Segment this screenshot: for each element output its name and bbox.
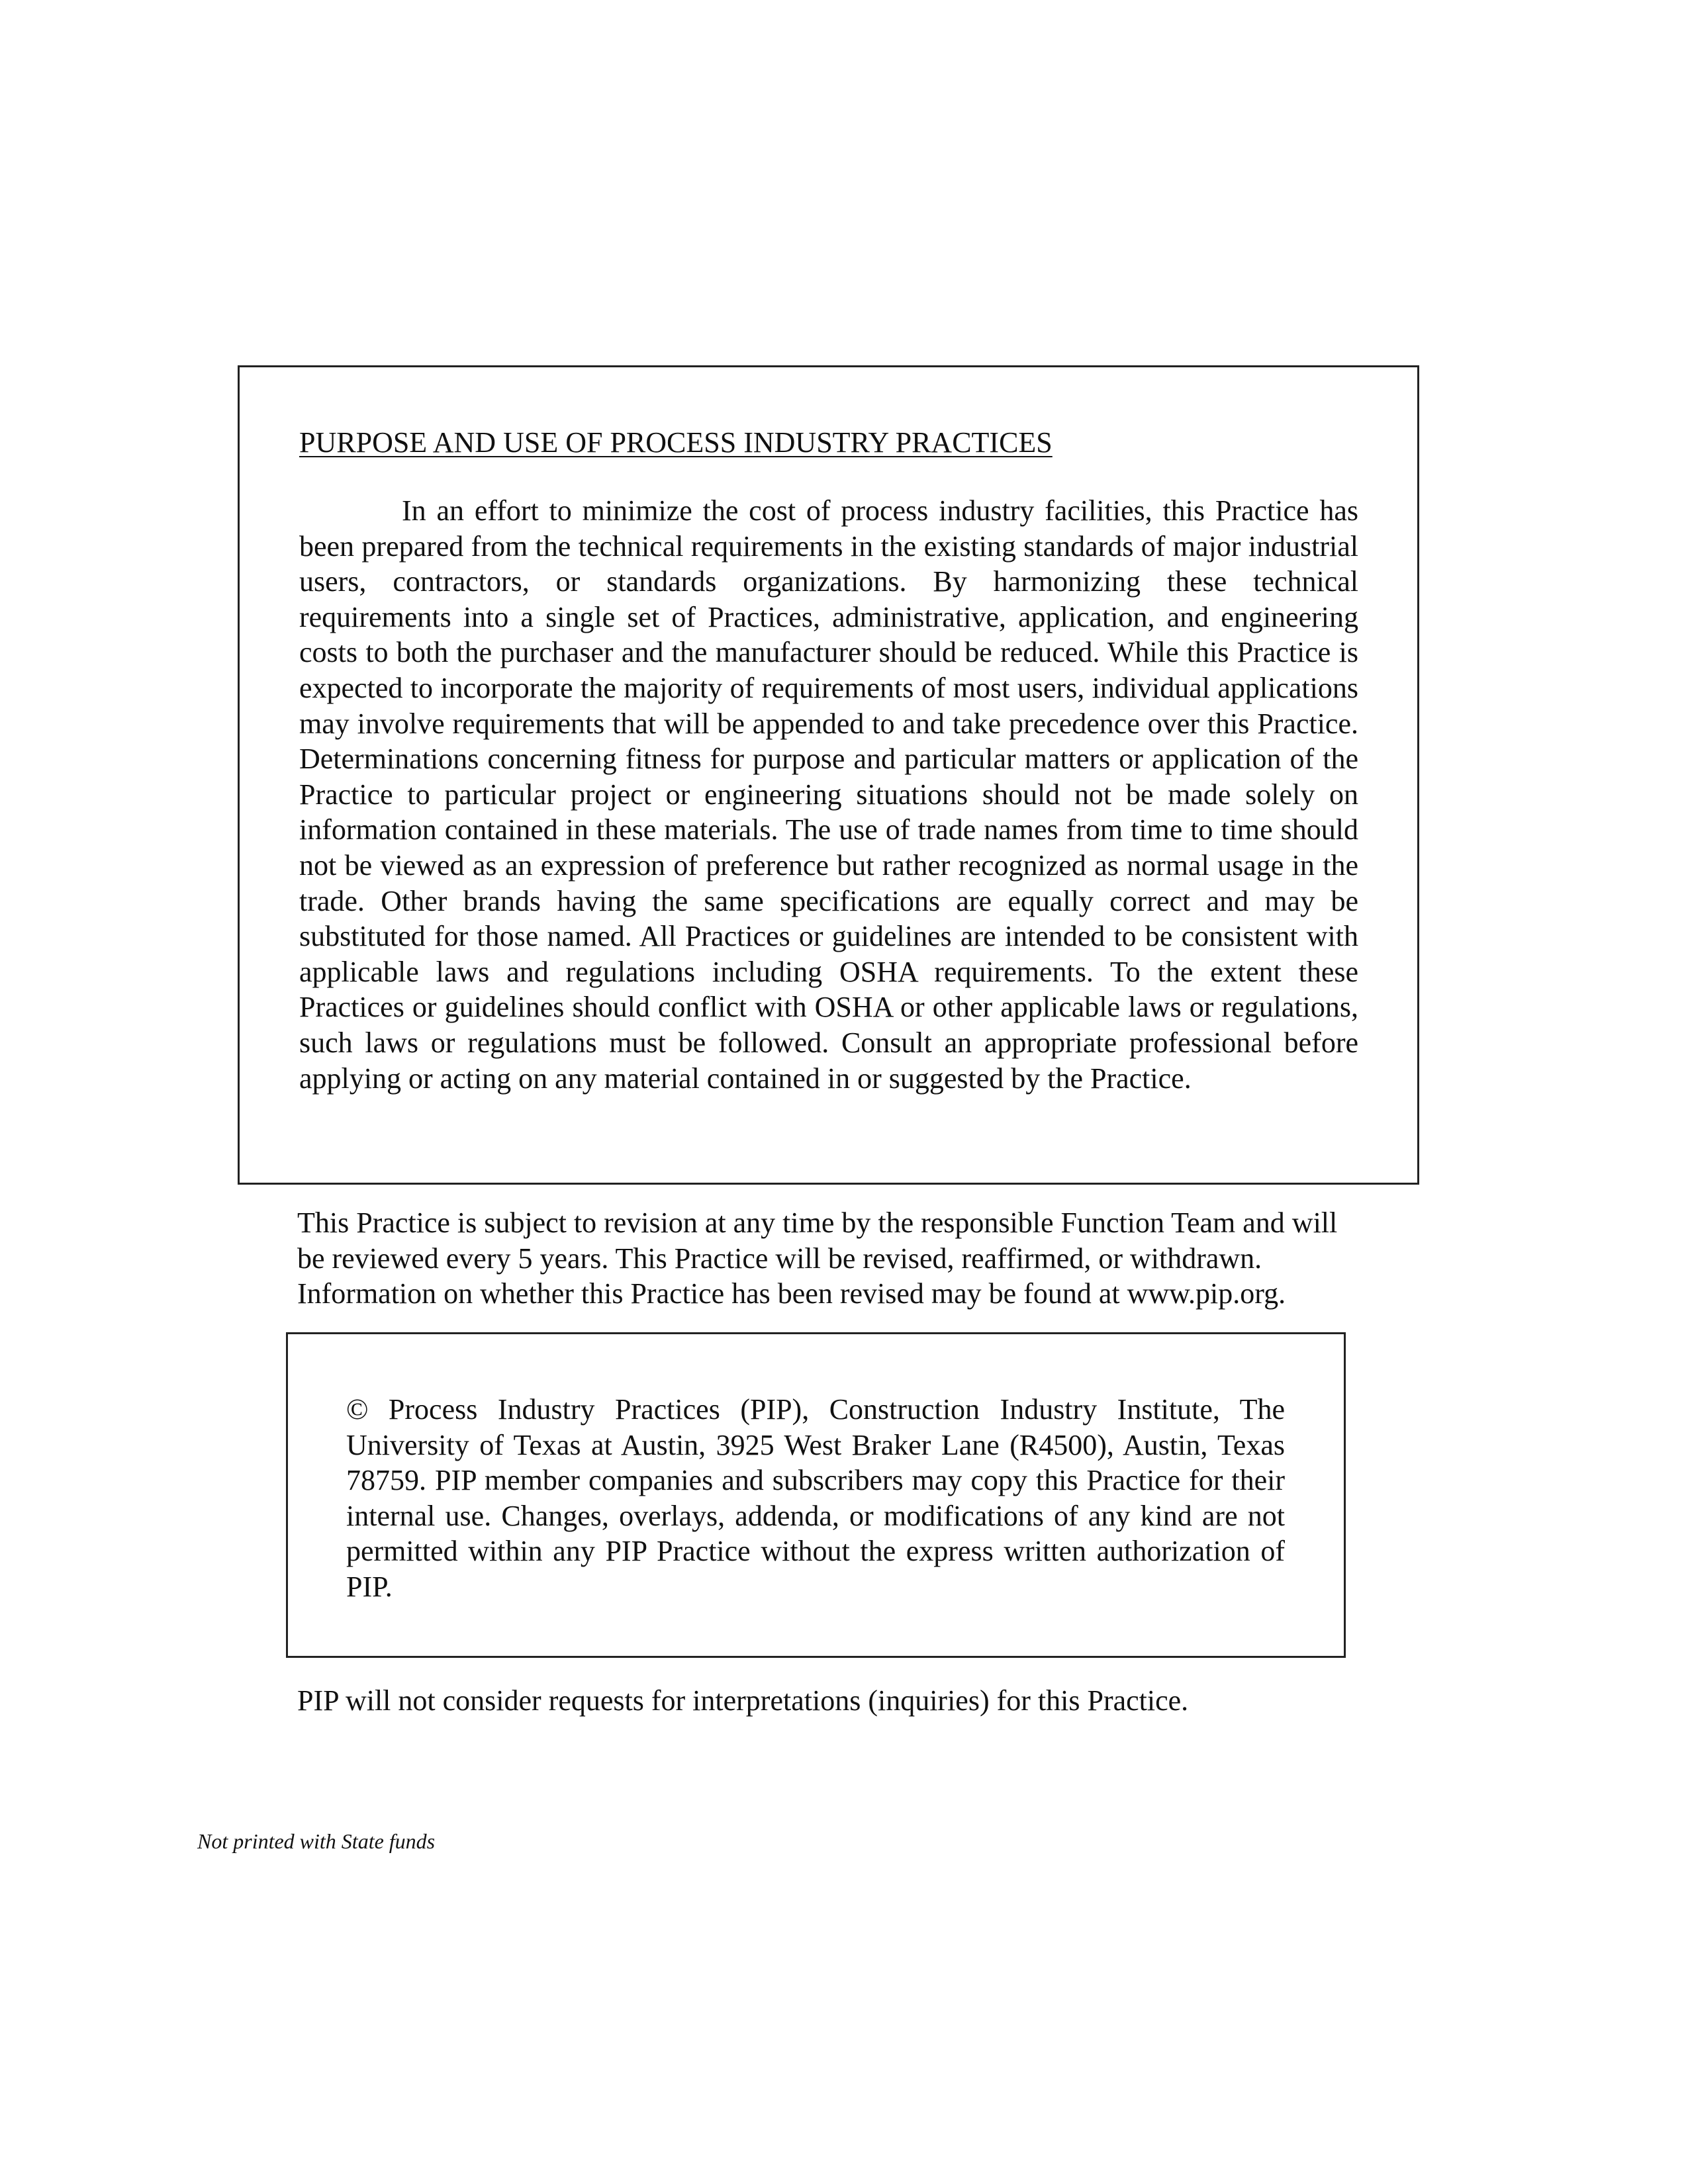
purpose-box — [238, 365, 1419, 1185]
revision-notice: This Practice is subject to revision at any time by the responsible Function Team and will be reviewed every 5 years. This Practice will be revised, reaffirmed, or withdrawn. Information on whether this Practice has been revised may be found at www.pip.org. — [297, 1206, 1338, 1310]
interpretations-notice: PIP will not consider requests for interpretations (inquiries) for this Practice. — [297, 1684, 1189, 1717]
copyright-box — [286, 1332, 1346, 1658]
copyright-notice: © Process Industry Practices (PIP), Construction Industry Institute, The University of Texas at Austin, 3925 West Braker Lane (R4500), Austin, Texas 78759. PIP member companies and subscribers may copy this Practice for their internal use. Changes, overlays, addenda, or modifications of any kind are not permitted within any PIP Practice without the express written authorization of PIP. — [346, 1393, 1285, 1603]
purpose-body: In an effort to minimize the cost of process industry facilities, this Practice has been prepared from the technical requirements in the existing standards of major industrial users, contractors, or standards organizations. By harmonizing these technical requirements into a single set of Practices, administrative, application, and engineering costs to both the purchaser and the manufacturer should be reduced. While this Practice is expected to incorporate the majority of requirements of most users, individual applications may involve requirements that will be appended to and take precedence over this Practice. Determinations concerning fitness for purpose and particular matters or application of the Practice to particular project or engineering situations should not be made solely on information contained in these materials. The use of trade names from time to time should not be viewed as an expression of preference but rather recognized as normal usage in the trade. Other brands having the same specifications are equally correct and may be substituted for those named. All Practices or guidelines are intended to be consistent with applicable laws and regulations including OSHA requirements. To the extent these Practices or guidelines should conflict with OSHA or other applicable laws or regulations, such laws or regulations must be followed. Consult an appropriate professional before applying or acting on any material contained in or suggested by the Practice. — [299, 494, 1358, 1095]
purpose-title: PURPOSE AND USE OF PROCESS INDUSTRY PRACTICES — [299, 426, 1053, 459]
footer-note: Not printed with State funds — [197, 1829, 436, 1853]
